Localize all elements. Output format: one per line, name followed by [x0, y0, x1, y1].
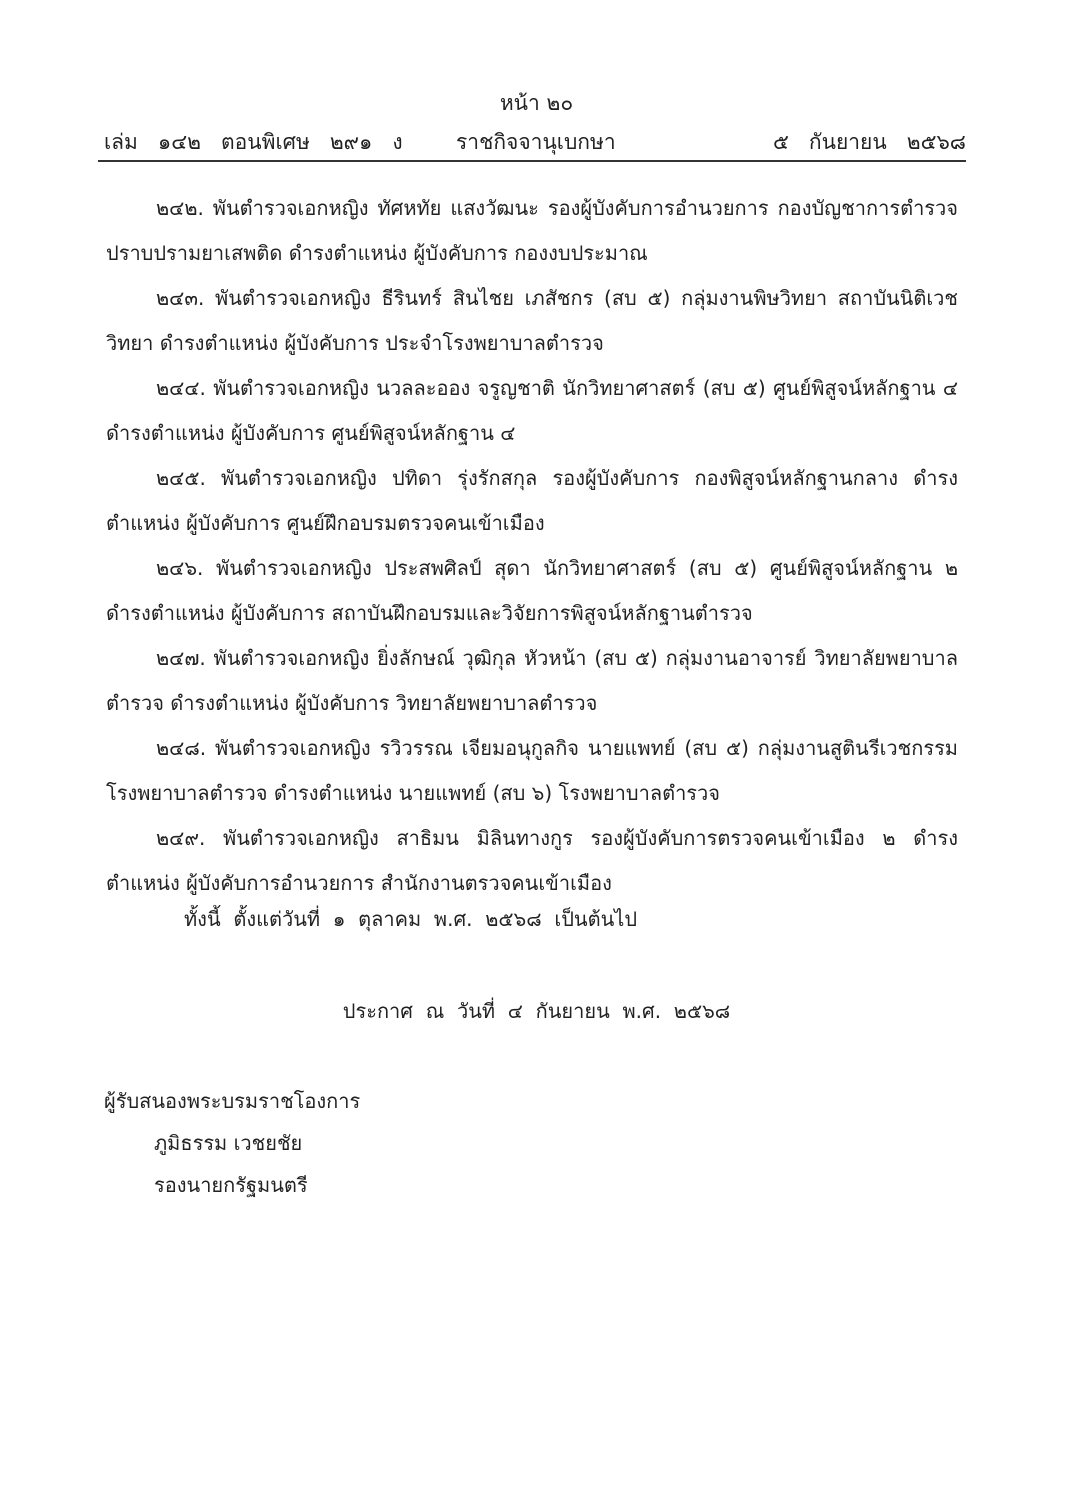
page-number: หน้า ๒๐ [499, 91, 574, 115]
appointment-entry: ๒๔๙. พันตำรวจเอกหญิง สาธิมน มิลินทางกูร รองผู้บังคับการตรวจคนเข้าเมือง ๒ ดำรงตำแหน่ง ผู้บังคับการอำนวยการ สำนักงานตรวจคนเข้าเมือง [106, 826, 958, 895]
effective-date-statement: ทั้งนี้ ตั้งแต่วันที่ ๑ ตุลาคม พ.ศ. ๒๕๖๘ เป็นต้นไป [184, 907, 638, 931]
appointment-entry: ๒๔๔. พันตำรวจเอกหญิง นวลละออง จรูญชาติ นักวิทยาศาสตร์ (สบ ๕) ศูนย์พิสูจน์หลักฐาน ๔ ดำรงตำแหน่ง ผู้บังคับการ ศูนย์พิสูจน์หลักฐาน ๔ [106, 376, 958, 445]
appointment-entry: ๒๔๕. พันตำรวจเอกหญิง ปทิดา รุ่งรักสกุล รองผู้บังคับการ กองพิสูจน์หลักฐานกลาง ดำรงตำแหน่ง ผู้บังคับการ ศูนย์ฝึกอบรมตรวจคนเข้าเมือง [106, 466, 958, 535]
appointment-entry: ๒๔๓. พันตำรวจเอกหญิง ธีรินทร์ สินไชย เภสัชกร (สบ ๕) กลุ่มงานพิษวิทยา สถาบันนิติเวชวิทยา ดำรงตำแหน่ง ผู้บังคับการ ประจำโรงพยาบาลตำรวจ [106, 286, 958, 355]
appointment-entry: ๒๔๖. พันตำรวจเอกหญิง ประสพศิลป์ สุดา นักวิทยาศาสตร์ (สบ ๕) ศูนย์พิสูจน์หลักฐาน ๒ ดำรงตำแหน่ง ผู้บังคับการ สถาบันฝึกอบรมและวิจัยการพิสูจน์หลักฐานตำรวจ [106, 556, 958, 625]
appointment-entry: ๒๔๒. พันตำรวจเอกหญิง ทัศหทัย แสงวัฒนะ รองผู้บังคับการอำนวยการ กองบัญชาการตำรวจปราบปรามยาเสพติด ดำรงตำแหน่ง ผู้บังคับการ กองงบประมาณ [106, 196, 958, 265]
signatory-title: รองนายกรัฐมนตรี [154, 1173, 308, 1197]
signature-block [104, 1080, 360, 1206]
gazette-header [104, 126, 966, 160]
header-divider [98, 160, 966, 162]
publication-name: ราชกิจจานุเบกษา [456, 130, 616, 154]
countersign-role: ผู้รับสนองพระบรมราชโองการ [104, 1089, 361, 1113]
appointment-entry: ๒๔๘. พันตำรวจเอกหญิง รวิวรรณ เจียมอนุกูลกิจ นายแพทย์ (สบ ๕) กลุ่มงานสูตินรีเวชกรรม โรงพยาบาลตำรวจ ดำรงตำแหน่ง นายแพทย์ (สบ ๖) โรงพยาบาลตำรวจ [106, 736, 958, 805]
appointment-list [106, 186, 958, 906]
publication-date: ๕ กันยายน ๒๕๖๘ [772, 130, 966, 154]
volume-issue: เล่ม ๑๔๒ ตอนพิเศษ ๒๙๑ ง [104, 130, 403, 154]
announcement-date: ประกาศ ณ วันที่ ๔ กันยายน พ.ศ. ๒๕๖๘ [342, 999, 731, 1023]
appointment-entry: ๒๔๗. พันตำรวจเอกหญิง ยิ่งลักษณ์ วุฒิกุล หัวหน้า (สบ ๕) กลุ่มงานอาจารย์ วิทยาลัยพยาบาลตำรวจ ดำรงตำแหน่ง ผู้บังคับการ วิทยาลัยพยาบาลตำรวจ [106, 646, 958, 715]
signatory-name: ภูมิธรรม เวชยชัย [154, 1131, 303, 1155]
